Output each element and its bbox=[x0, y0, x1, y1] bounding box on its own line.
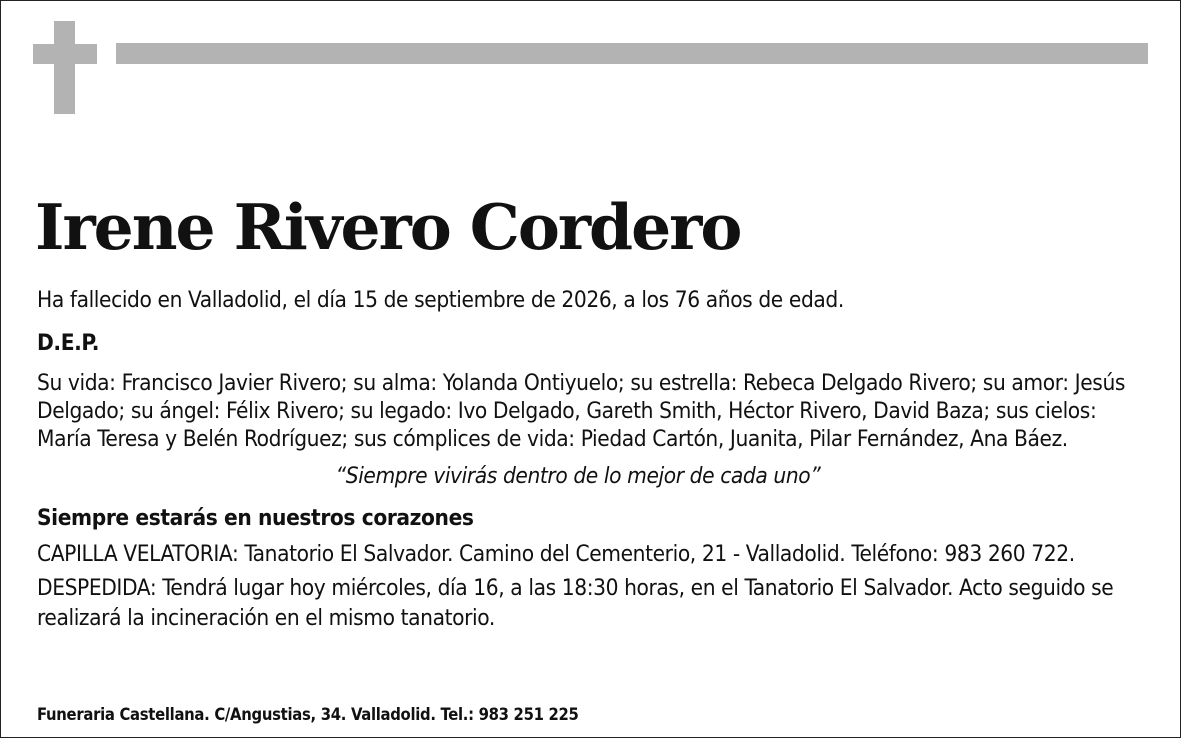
cross-icon-horizontal bbox=[33, 44, 97, 64]
rip-label: D.E.P. bbox=[37, 330, 100, 356]
farewell-info: DESPEDIDA: Tendrá lugar hoy miércoles, día 16, a las 18:30 horas, en el Tanatorio El Salvador. Acto seguido se realizará la incineración en el mismo tanatorio. bbox=[37, 575, 1114, 631]
chapel-info: CAPILLA VELATORIA: Tanatorio El Salvador. Camino del Cementerio, 21 - Valladolid. Teléfono: 983 260 722. bbox=[37, 541, 1075, 567]
memorial-slogan: Siempre estarás en nuestros corazones bbox=[37, 505, 474, 531]
cross-icon-vertical bbox=[54, 21, 75, 114]
memorial-quote: “Siempre vivirás dentro de lo mejor de cada uno” bbox=[335, 463, 821, 489]
death-announcement: Ha fallecido en Valladolid, el día 15 de septiembre de 2026, a los 76 años de edad. bbox=[37, 287, 844, 313]
funeral-home-footer: Funeraria Castellana. C/Angustias, 34. Valladolid. Tel.: 983 251 225 bbox=[37, 705, 579, 724]
notice-body bbox=[37, 285, 1149, 633]
deceased-name: Irene Rivero Cordero bbox=[35, 190, 741, 264]
family-list: Su vida: Francisco Javier Rivero; su alma: Yolanda Ontiyuelo; su estrella: Rebeca Delgado Rivero; su amor: Jesús Delgado; su ángel: Félix Rivero; su legado: Ivo Delgado, Gareth Smith, Héctor Rivero, David Baza; sus cielos: María Teresa y Belén Rodríguez; sus cómplices de vida: Piedad Cartón, Juanita, Pilar Fernández, Ana Báez. bbox=[37, 370, 1126, 452]
header-rule bbox=[116, 43, 1148, 64]
